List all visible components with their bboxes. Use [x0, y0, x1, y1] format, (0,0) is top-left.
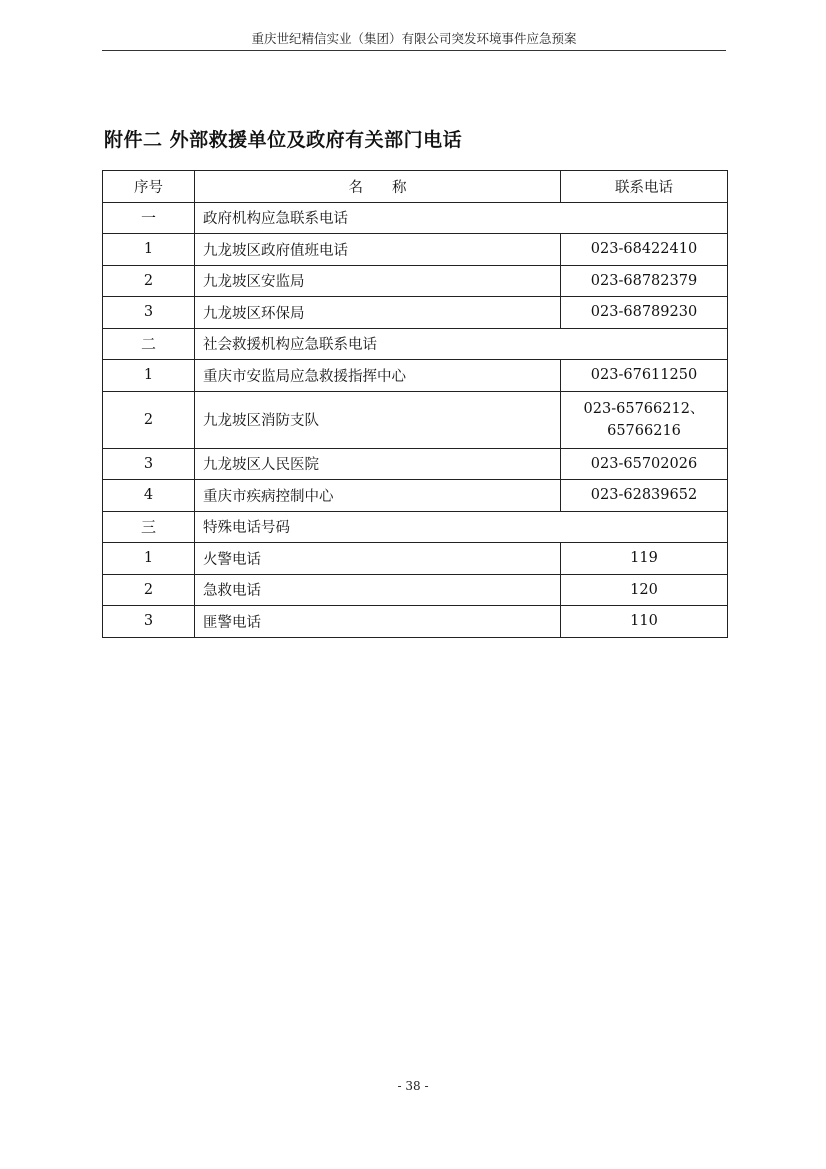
row-seq: 1 — [103, 360, 195, 392]
table-row — [103, 543, 728, 575]
table-row — [103, 606, 728, 638]
row-phone: 023-62839652 — [561, 480, 728, 512]
group-number: 一 — [103, 202, 195, 234]
row-seq: 2 — [103, 265, 195, 297]
row-seq: 2 — [103, 391, 195, 448]
header-seq: 序号 — [103, 171, 195, 203]
row-phone: 023-68782379 — [561, 265, 728, 297]
row-phone-line-2: 65766216 — [607, 422, 681, 439]
row-name: 九龙坡区安监局 — [195, 265, 561, 297]
row-seq: 3 — [103, 606, 195, 638]
row-phone — [561, 391, 728, 448]
row-seq: 1 — [103, 543, 195, 575]
row-seq: 3 — [103, 297, 195, 329]
row-name: 九龙坡区人民医院 — [195, 448, 561, 480]
row-phone: 023-65702026 — [561, 448, 728, 480]
row-phone: 120 — [561, 574, 728, 606]
row-name: 九龙坡区政府值班电话 — [195, 234, 561, 266]
row-name: 九龙坡区消防支队 — [195, 391, 561, 448]
table-row — [103, 297, 728, 329]
table-row — [103, 480, 728, 512]
table-row — [103, 265, 728, 297]
table-row — [103, 574, 728, 606]
table-row — [103, 391, 728, 448]
row-seq: 4 — [103, 480, 195, 512]
table-row — [103, 360, 728, 392]
row-seq: 2 — [103, 574, 195, 606]
group-label: 社会救援机构应急联系电话 — [195, 328, 728, 360]
table-row — [103, 234, 728, 266]
header-phone: 联系电话 — [561, 171, 728, 203]
row-name: 重庆市疾病控制中心 — [195, 480, 561, 512]
page-number: - 38 - — [397, 1079, 429, 1093]
row-phone: 023-68789230 — [561, 297, 728, 329]
page-header: 重庆世纪精信实业（集团）有限公司突发环境事件应急预案 — [102, 30, 726, 51]
row-phone: 023-68422410 — [561, 234, 728, 266]
group-label: 特殊电话号码 — [195, 511, 728, 543]
row-phone: 119 — [561, 543, 728, 575]
row-seq: 3 — [103, 448, 195, 480]
table-row — [103, 448, 728, 480]
contacts-table — [102, 170, 728, 638]
section-title: 附件二 外部救援单位及政府有关部门电话 — [104, 129, 463, 151]
row-name: 匪警电话 — [195, 606, 561, 638]
table-header-row — [103, 171, 728, 203]
row-name: 急救电话 — [195, 574, 561, 606]
group-number: 三 — [103, 511, 195, 543]
row-phone: 023-67611250 — [561, 360, 728, 392]
header-name: 名 称 — [195, 171, 561, 203]
row-phone-line-1: 023-65766212、 — [583, 400, 705, 417]
group-number: 二 — [103, 328, 195, 360]
row-phone: 110 — [561, 606, 728, 638]
row-name: 火警电话 — [195, 543, 561, 575]
group-row-government — [103, 202, 728, 234]
group-row-rescue — [103, 328, 728, 360]
group-row-special — [103, 511, 728, 543]
row-seq: 1 — [103, 234, 195, 266]
row-name: 重庆市安监局应急救援指挥中心 — [195, 360, 561, 392]
group-label: 政府机构应急联系电话 — [195, 202, 728, 234]
row-name: 九龙坡区环保局 — [195, 297, 561, 329]
